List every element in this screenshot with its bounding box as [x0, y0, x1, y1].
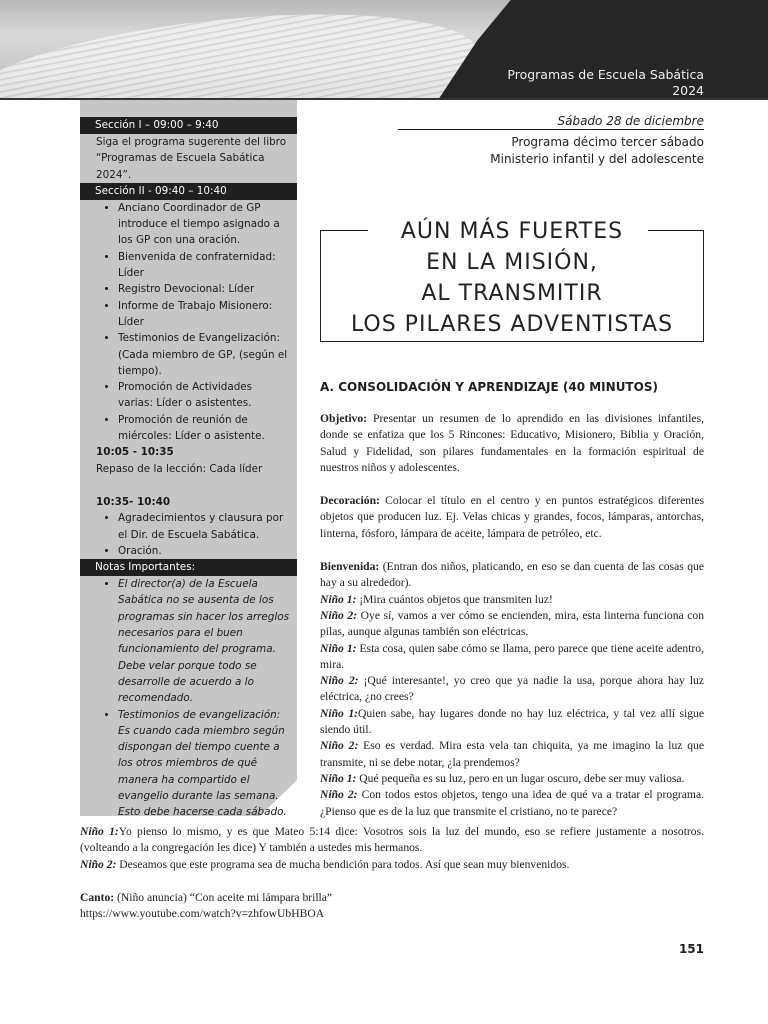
notes-list: [80, 576, 297, 820]
decoration-paragraph: [320, 493, 704, 542]
title-line: AL TRANSMITIR: [421, 281, 603, 306]
objective-label: Objetivo:: [320, 412, 368, 425]
list-item: • El director(a) de la Escuela Sabática no se ausenta de los programas sin hacer los arreglos necesarios para el buen funcionamiento del programa. Debe velar porque todo se desarrolle de acuerdo a lo recomendado.: [118, 576, 289, 706]
dialogue-line: [320, 641, 704, 674]
speaker: Niño 1:: [320, 641, 357, 655]
dialogue-text: Quien sabe, hay lugares donde no hay luz eléctrica, y tal vez allí sigue siendo útil.: [320, 706, 704, 737]
speaker: Niño 1:: [320, 706, 358, 720]
frame-line: [320, 341, 704, 342]
header-line1: Programas de Escuela Sabática: [507, 67, 704, 82]
speaker: Niño 1:: [320, 592, 357, 606]
dialogue-text: Esta cosa, quien sabe cómo se llama, pero parece que tiene aceite adentro, mira.: [320, 641, 704, 671]
dialogue-line: [320, 706, 704, 739]
header-title: [507, 67, 704, 99]
title-line: AÚN MÁS FUERTES: [400, 219, 624, 244]
title-line: LOS PILARES ADVENTISTAS: [350, 312, 674, 337]
dialogue-text: Yo pienso lo mismo, y es que Mateo 5:14 dice: Vosotros sois la luz del mundo, eso se refiere justamente a nosotros. (volteando a la congregación les dice) Y también a ustedes mis hermanos.: [80, 825, 704, 855]
dialogue-text: Eso es verdad. Mira esta vela tan chiquita, ya me imagino la luz que transmite, ni se debe notar, ¿la prendemos?: [320, 739, 704, 769]
sidebar: [80, 117, 297, 821]
welcome-label: Bienvenida:: [320, 560, 380, 574]
list-item: • Anciano Coordinador de GP introduce el tiempo asignado a los GP con una oración.: [118, 200, 289, 249]
list-item: • Testimonios de evangelización: Es cuando cada miembro según dispongan del tiempo cuente a los otros miembros de qué manera ha compartido el evangelio durante las semana. Esto debe hacerse cada sábado.: [118, 707, 289, 821]
full-width-text: [80, 824, 704, 922]
bible-image: [0, 0, 485, 100]
list-item: • Registro Devocional: Líder: [118, 281, 289, 297]
speaker: Niño 2:: [320, 788, 358, 802]
time-slot-1: 10:05 - 10:35: [96, 446, 174, 459]
body-text: [320, 411, 704, 820]
page-number: 151: [678, 942, 704, 956]
section-heading: A. CONSOLIDACIÓN Y APRENDIZAJE (40 MINUTOS): [320, 380, 658, 394]
objective-paragraph: [320, 411, 704, 476]
time-slot-1-text: Repaso de la lección: Cada líder: [96, 462, 263, 475]
speaker: Niño 1:: [320, 771, 357, 785]
section-2-bar: Sección II - 09:40 – 10:40: [80, 183, 297, 200]
program-info: [490, 134, 704, 168]
list-item: • Testimonios de Evangelización: (Cada miembro de GP, (según el tiempo).: [118, 330, 289, 379]
list-item: • Promoción de Actividades varias: Líder o asistentes.: [118, 379, 289, 412]
dialogue-line: [320, 787, 704, 820]
section-1-text: Siga el programa sugerente del libro “Programas de Escuela Sabática 2024”.: [96, 136, 287, 181]
song-label: Canto:: [80, 890, 115, 904]
notes-bar: Notas Importantes:: [80, 559, 297, 576]
dialogue-line: [320, 592, 704, 608]
dialogue-line: [320, 608, 704, 641]
list-item: • Informe de Trabajo Misionero: Líder: [118, 298, 289, 331]
program-line-1: Programa décimo tercer sábado: [511, 135, 704, 149]
list-item: • Bienvenida de confraternidad: Líder: [118, 249, 289, 282]
date-rule: [398, 129, 704, 130]
dialogue-line: [320, 673, 704, 706]
speaker: Niño 2:: [320, 739, 359, 753]
decoration-text: Colocar el título en el centro y en puntos estratégicos diferentes objetos que producen luz. Ej. Velas chicas y grandes, focos, lámparas, antorchas, linterna, fósforo, lámpara de aceite, lámpara de petróleo, etc.: [320, 494, 704, 540]
spacer: [80, 477, 297, 494]
dialogue-line: [320, 738, 704, 771]
song-text: (Niño anuncia) “Con aceite mi lámpara brilla”: [114, 890, 333, 904]
dialogue-line: [320, 771, 704, 787]
welcome-text: (Entran dos niños, platicando, en eso se dan cuenta de las cosas que hay a su alrededor).: [320, 560, 704, 590]
welcome-paragraph: [320, 559, 704, 592]
speaker: Niño 2:: [80, 857, 117, 871]
dialogue-line: [80, 857, 704, 873]
speaker: Niño 2:: [320, 674, 359, 688]
header-line2: 2024: [672, 83, 704, 98]
dialogue-text: ¡Qué interesante!, yo creo que ya nadie la usa, porque ahora hay luz eléctrica, ¿no crees?: [320, 674, 704, 704]
time-slot-2: 10:35- 10:40: [96, 495, 171, 508]
date: Sábado 28 de diciembre: [557, 114, 704, 128]
title-line: EN LA MISIÓN,: [426, 250, 598, 275]
section-2-list: [80, 200, 297, 444]
spacer: [320, 542, 704, 559]
program-line-2: Ministerio infantil y del adolescente: [490, 152, 704, 166]
objective-text: Presentar un resumen de lo aprendido en las divisiones infantiles, donde se enfatiza que los 5 Rincones: Educativo, Misionero, Biblia y Oración, Salud y Fidelidad, son pilares fundamentales en la formación espiritual de nuestros niños y adolescentes.: [320, 412, 704, 474]
list-item: • Agradecimientos y clausura por el Dir. de Escuela Sabática.: [118, 510, 289, 543]
song-paragraph: [80, 890, 704, 906]
page-title: [320, 216, 704, 340]
spacer: [80, 873, 704, 890]
decoration-label: Decoración:: [320, 494, 380, 508]
dialogue-text: Qué pequeña es su luz, pero en un lugar oscuro, debe ser muy valiosa.: [356, 771, 685, 785]
spacer: [320, 476, 704, 493]
list-item: • Promoción de reunión de miércoles: Líder o asistente.: [118, 412, 289, 445]
speaker: Niño 1:: [80, 825, 119, 838]
speaker: Niño 2:: [320, 608, 358, 622]
dialogue-text: Deseamos que este programa sea de mucha bendición para todos. Así que sean muy bienvenidos.: [116, 857, 570, 871]
dialogue-text: Con todos estos objetos, tengo una idea de qué va a tratar el programa. ¿Pienso que es de la luz que transmite el cristiano, no te parece?: [320, 788, 704, 818]
section-1-bar: Sección I – 09:00 – 9:40: [80, 117, 297, 134]
dialogue-text: Oye sí, vamos a ver cómo se encienden, mira, esta linterna funciona con pilas, aunque algunas también son eléctricas.: [320, 608, 704, 639]
dialogue-text: ¡Mira cuántos objetos que transmiten luz!: [356, 592, 553, 606]
song-link[interactable]: https://www.youtube.com/watch?v=zhfowUbHBOA: [80, 907, 325, 921]
list-item: • Oración.: [118, 543, 289, 559]
title-box: [320, 219, 704, 342]
time-slot-2-list: [80, 510, 297, 559]
dialogue-line: [80, 824, 704, 857]
